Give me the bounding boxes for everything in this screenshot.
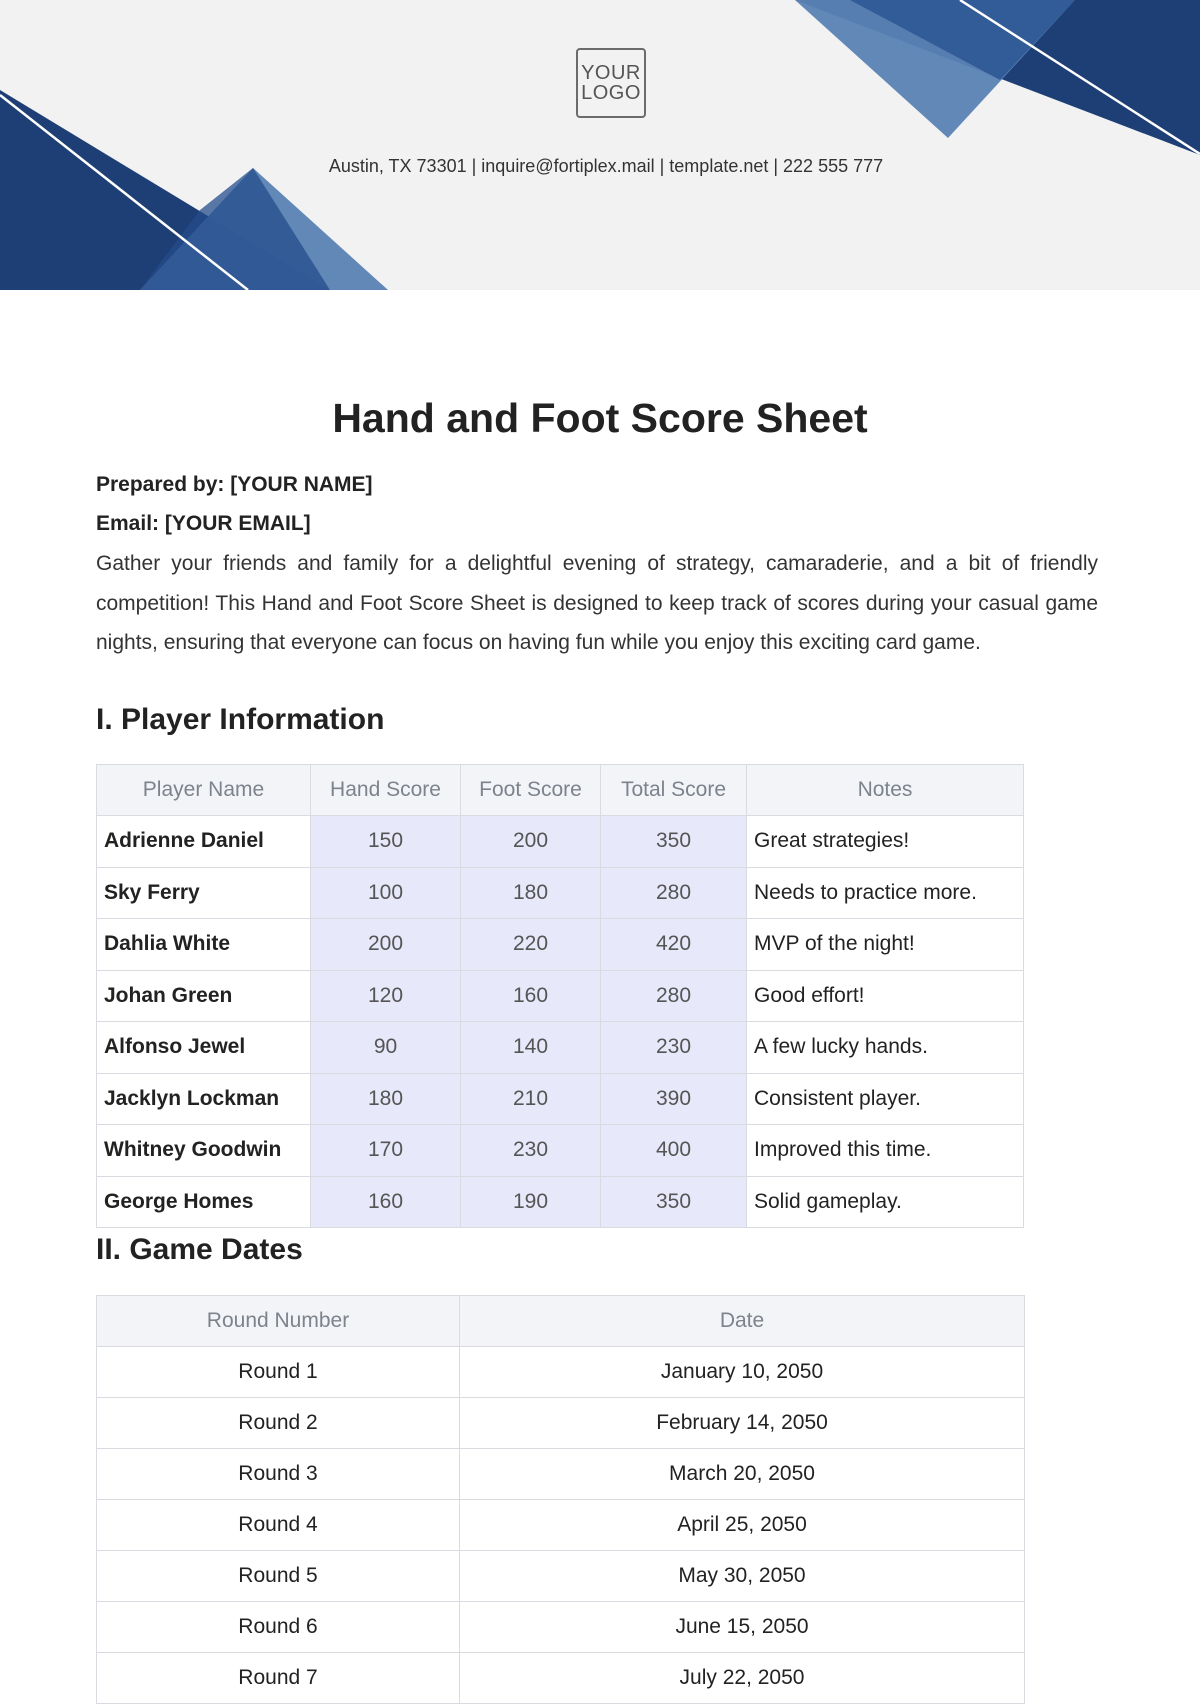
table-row	[97, 970, 1024, 1022]
hand-score-cell: 170	[311, 1125, 461, 1177]
section-heading-game-dates: II. Game Dates	[96, 1233, 303, 1266]
player-name-cell: Adrienne Daniel	[97, 816, 311, 868]
total-score-cell: 420	[601, 919, 747, 971]
intro-paragraph: Gather your friends and family for a delightful evening of strategy, camaraderie, and a bit of friendly competition! This Hand and Foot Score Sheet is designed to keep track of scores during your casual game nights, ensuring that everyone can focus on having fun while you enjoy this exciting card game.	[96, 552, 1098, 654]
hand-score-cell: 180	[311, 1073, 461, 1125]
player-name-cell: Sky Ferry	[97, 867, 311, 919]
prepared-by: Prepared by: [YOUR NAME]	[96, 473, 373, 496]
table-row	[97, 1125, 1024, 1177]
date-cell: April 25, 2050	[460, 1500, 1025, 1551]
round-number-cell: Round 1	[97, 1347, 460, 1398]
header-decoration	[0, 0, 1200, 290]
section-heading-player-information: I. Player Information	[96, 703, 385, 736]
round-number-cell: Round 7	[97, 1653, 460, 1704]
column-header-round-number: Round Number	[97, 1296, 460, 1347]
notes-cell: A few lucky hands.	[747, 1022, 1024, 1074]
hand-score-cell: 160	[311, 1176, 461, 1228]
table-row	[97, 1500, 1025, 1551]
table-row	[97, 1073, 1024, 1125]
table-row	[97, 816, 1024, 868]
table-row	[97, 1449, 1025, 1500]
hand-score-cell: 150	[311, 816, 461, 868]
round-number-cell: Round 6	[97, 1602, 460, 1653]
round-number-cell: Round 5	[97, 1551, 460, 1602]
total-score-cell: 400	[601, 1125, 747, 1177]
table-row	[97, 919, 1024, 971]
date-cell: March 20, 2050	[460, 1449, 1025, 1500]
table-row	[97, 1347, 1025, 1398]
page-title: Hand and Foot Score Sheet	[332, 395, 868, 441]
table-row	[97, 1398, 1025, 1449]
notes-cell: Needs to practice more.	[747, 867, 1024, 919]
column-header-hand-score: Hand Score	[311, 765, 461, 816]
notes-cell: Solid gameplay.	[747, 1176, 1024, 1228]
hand-score-cell: 100	[311, 867, 461, 919]
column-header-total-score: Total Score	[601, 765, 747, 816]
total-score-cell: 350	[601, 816, 747, 868]
page-header	[0, 0, 1200, 290]
foot-score-cell: 140	[461, 1022, 601, 1074]
notes-cell: Great strategies!	[747, 816, 1024, 868]
foot-score-cell: 190	[461, 1176, 601, 1228]
notes-cell: Good effort!	[747, 970, 1024, 1022]
player-name-cell: George Homes	[97, 1176, 311, 1228]
table-row	[97, 1653, 1025, 1704]
total-score-cell: 230	[601, 1022, 747, 1074]
notes-cell: Consistent player.	[747, 1073, 1024, 1125]
column-header-notes: Notes	[747, 765, 1024, 816]
contact-line: Austin, TX 73301 | inquire@fortiplex.mail | template.net | 222 555 777	[328, 156, 884, 176]
column-header-foot-score: Foot Score	[461, 765, 601, 816]
hand-score-cell: 120	[311, 970, 461, 1022]
foot-score-cell: 210	[461, 1073, 601, 1125]
table-header-row	[97, 765, 1024, 816]
table-row	[97, 1602, 1025, 1653]
player-information-table	[96, 764, 1024, 1228]
foot-score-cell: 220	[461, 919, 601, 971]
logo-text-line1: YOUR	[581, 62, 641, 84]
total-score-cell: 390	[601, 1073, 747, 1125]
date-cell: July 22, 2050	[460, 1653, 1025, 1704]
table-header-row	[97, 1296, 1025, 1347]
date-cell: May 30, 2050	[460, 1551, 1025, 1602]
player-name-cell: Alfonso Jewel	[97, 1022, 311, 1074]
column-header-date: Date	[460, 1296, 1025, 1347]
total-score-cell: 280	[601, 867, 747, 919]
total-score-cell: 280	[601, 970, 747, 1022]
logo-text-line2: LOGO	[581, 82, 641, 104]
logo-placeholder	[576, 48, 646, 118]
player-name-cell: Whitney Goodwin	[97, 1125, 311, 1177]
foot-score-cell: 230	[461, 1125, 601, 1177]
round-number-cell: Round 4	[97, 1500, 460, 1551]
total-score-cell: 350	[601, 1176, 747, 1228]
round-number-cell: Round 2	[97, 1398, 460, 1449]
notes-cell: Improved this time.	[747, 1125, 1024, 1177]
player-name-cell: Dahlia White	[97, 919, 311, 971]
date-cell: January 10, 2050	[460, 1347, 1025, 1398]
player-name-cell: Jacklyn Lockman	[97, 1073, 311, 1125]
table-row	[97, 1022, 1024, 1074]
date-cell: June 15, 2050	[460, 1602, 1025, 1653]
round-number-cell: Round 3	[97, 1449, 460, 1500]
email-line: Email: [YOUR EMAIL]	[96, 512, 311, 535]
table-row	[97, 1176, 1024, 1228]
foot-score-cell: 180	[461, 867, 601, 919]
notes-cell: MVP of the night!	[747, 919, 1024, 971]
table-row	[97, 1551, 1025, 1602]
table-row	[97, 867, 1024, 919]
hand-score-cell: 200	[311, 919, 461, 971]
column-header-player-name: Player Name	[97, 765, 311, 816]
foot-score-cell: 160	[461, 970, 601, 1022]
foot-score-cell: 200	[461, 816, 601, 868]
date-cell: February 14, 2050	[460, 1398, 1025, 1449]
game-dates-table	[96, 1295, 1025, 1704]
hand-score-cell: 90	[311, 1022, 461, 1074]
player-name-cell: Johan Green	[97, 970, 311, 1022]
